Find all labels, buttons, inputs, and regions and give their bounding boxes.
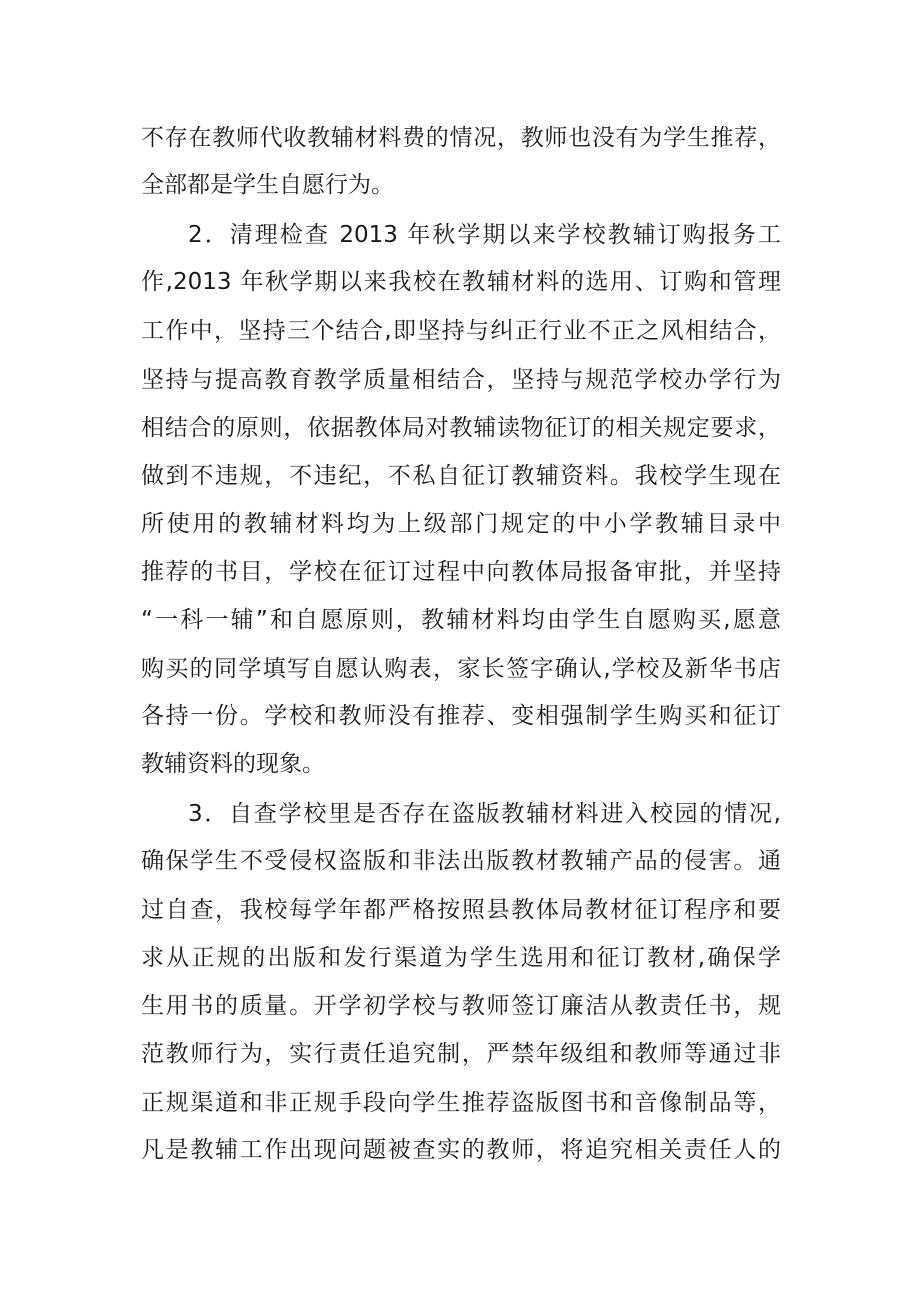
text-line: 正规渠道和非正规手段向学生推荐盗版图书和音像制品等， bbox=[141, 1090, 781, 1116]
text-line: 确保学生不受侵权盗版和非法出版教材教辅产品的侵害。通 bbox=[141, 848, 781, 874]
text-line: 工作中，坚持三个结合,即坚持与纠正行业不正之风相结合， bbox=[141, 318, 781, 344]
text-line: 范教师行为，实行责任追究制，严禁年级组和教师等通过非 bbox=[141, 1041, 781, 1067]
text-line: 2．清理检查 2013 年秋学期以来学校教辅订购报务工 bbox=[188, 222, 781, 248]
text-line: 作,2013 年秋学期以来我校在教辅材料的选用、订购和管理 bbox=[141, 269, 781, 295]
text-line: 教辅资料的现象。 bbox=[141, 751, 325, 777]
text-line: 3．自查学校里是否存在盗版教辅材料进入校园的情况, bbox=[188, 801, 781, 827]
text-line: 各持一份。学校和教师没有推荐、变相强制学生购买和征订 bbox=[141, 703, 781, 729]
text-line: 不存在教师代收教辅材料费的情况，教师也没有为学生推荐， bbox=[141, 125, 781, 151]
text-line: 凡是教辅工作出现问题被查实的教师，将追究相关责任人的 bbox=[141, 1137, 781, 1163]
text-line: 所使用的教辅材料均为上级部门规定的中小学教辅目录中 bbox=[141, 511, 781, 537]
text-line: 过自查，我校每学年都严格按照县教体局教材征订程序和要 bbox=[141, 897, 781, 923]
text-line: 购买的同学填写自愿认购表，家长签字确认,学校及新华书店 bbox=[141, 656, 781, 682]
text-line: 相结合的原则，依据教体局对教辅读物征订的相关规定要求， bbox=[141, 415, 781, 441]
text-line: “一科一辅”和自愿原则，教辅材料均由学生自愿购买,愿意 bbox=[141, 607, 781, 633]
text-line: 全部都是学生自愿行为。 bbox=[141, 172, 394, 198]
text-line: 生用书的质量。开学初学校与教师签订廉洁从教责任书，规 bbox=[141, 993, 781, 1019]
text-line: 求从正规的出版和发行渠道为学生选用和征订教材,确保学 bbox=[141, 945, 781, 971]
text-line: 做到不违规，不违纪，不私自征订教辅资料。我校学生现在 bbox=[141, 463, 781, 489]
text-line: 推荐的书目，学校在征订过程中向教体局报备审批，并坚持 bbox=[141, 559, 781, 585]
text-line: 坚持与提高教育教学质量相结合，坚持与规范学校办学行为 bbox=[141, 367, 781, 393]
